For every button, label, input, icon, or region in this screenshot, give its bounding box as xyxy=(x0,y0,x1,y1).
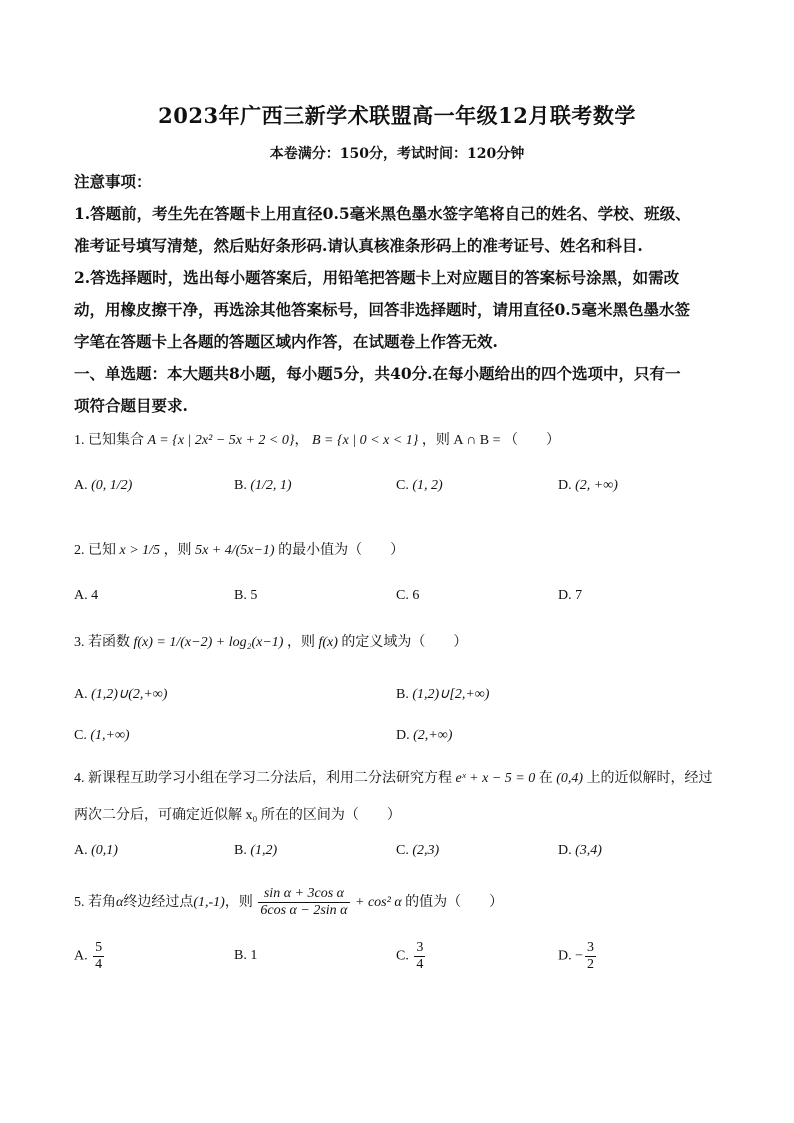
section1-line2: 项符合题目要求. xyxy=(74,396,188,415)
q2-option-b: B. 5 xyxy=(234,588,258,603)
notice-item1-line2: 准考证号填写清楚，然后贴好条形码.请认真核准条形码上的准考证号、姓名和科目. xyxy=(74,236,643,255)
question-2: 2. 已知 x > 1/5 ，则 5x + 4/(5x−1) 的最小值为（ ） xyxy=(74,543,405,558)
q1-set-a: A = {x | 2x² − 5x + 2 < 0} xyxy=(147,433,295,448)
q4-option-a: A. (0,1) xyxy=(74,843,118,858)
question-4-line1: 4. 新课程互助学习小组在学习二分法后，利用二分法研究方程 eˣ + x − 5 = 0 在 (0,4) 上的近似解时，经过 xyxy=(74,771,713,786)
question-4-line2: 两次二分后，可确定近似解 x₀ 所在的区间为（ ） xyxy=(74,808,401,823)
q2-condition: x > 1/5 xyxy=(119,543,161,558)
q2-option-d: D. 7 xyxy=(558,588,583,603)
q5-option-c: C. $\frac{3}{4}$ xyxy=(396,940,424,972)
q4-option-b: B. (1,2) xyxy=(234,843,278,858)
notice-heading: 注意事项： xyxy=(74,172,152,191)
q3-option-b: B. (1,2)∪[2,+∞) xyxy=(396,687,490,702)
q4-option-c: C. (2,3) xyxy=(396,843,440,858)
q1-option-d: D. (2, +∞) xyxy=(558,478,618,493)
q2-expression: 5x + 4/(5x−1) xyxy=(195,543,275,558)
q1-option-c: C. (1, 2) xyxy=(396,478,443,493)
q1-option-a: A. (0, 1/2) xyxy=(74,478,133,493)
q4-equation: eˣ + x − 5 = 0 xyxy=(455,771,536,786)
q3-option-d: D. (2,+∞) xyxy=(396,728,453,743)
q5-option-a: A. $\frac{5}{4}$ xyxy=(74,940,103,972)
q5-option-b: B. 1 xyxy=(234,948,258,963)
notice-item1-line1: 1.答题前，考生先在答题卡上用直径0.5毫米黑色墨水签字笔将自己的姓名、学校、班级、 xyxy=(74,204,691,223)
question-3: 3. 若函数 f(x) = 1/(x−2) + log₂(x−1) ，则 f(x) 的定义域为（ ） xyxy=(74,635,468,650)
exam-info: 本卷满分：150分，考试时间：120分钟 xyxy=(269,146,525,162)
notice-block xyxy=(74,166,724,422)
q3-option-a: A. (1,2)∪(2,+∞) xyxy=(74,687,168,702)
q5-option-d: D. − $\frac{3}{2}$ xyxy=(558,940,595,972)
q1-option-b: B. (1/2, 1) xyxy=(234,478,292,493)
notice-item2-line1: 2.答选择题时，选出每小题答案后，用铅笔把答题卡上对应题目的答案标号涂黑，如需改 xyxy=(74,268,680,287)
q3-function: f(x) = 1/(x−2) + log₂(x−1) xyxy=(133,635,284,650)
section1-line1: 一、单选题：本大题共8小题，每小题5分，共40分.在每小题给出的四个选项中，只有一 xyxy=(74,364,681,383)
notice-item2-line3: 字笔在答题卡上各题的答题区域内作答，在试题卷上作答无效. xyxy=(74,332,498,351)
notice-item2-line2: 动，用橡皮擦干净，再选涂其他答案标号，回答非选择题时，请用直径0.5毫米黑色墨水签 xyxy=(74,300,690,319)
q5-fraction: $\frac{\text{sin α + 3cos α}}{\text{6cos α − 2sin α}}$ xyxy=(260,886,348,919)
page-title: 2023年广西三新学术联盟高一年级12月联考数学 xyxy=(158,103,636,128)
q3-option-c: C. (1,+∞) xyxy=(74,728,130,743)
question-5: 5. 若角α终边经过点(1,-1)，则 $\frac{\text{sin α + 3cos α}}{\text{6cos α − 2sin α}}$ + cos² α 的值为（ ） xyxy=(74,886,504,919)
question-1: 1. 已知集合 A = {x | 2x² − 5x + 2 < 0}， B = {x | 0 < x < 1} ，则 A ∩ B = （ ） xyxy=(74,433,561,448)
q2-option-c: C. 6 xyxy=(396,588,420,603)
q1-set-b: B = {x | 0 < x < 1} xyxy=(311,433,419,448)
q4-option-d: D. (3,4) xyxy=(558,843,602,858)
q2-option-a: A. 4 xyxy=(74,588,99,603)
